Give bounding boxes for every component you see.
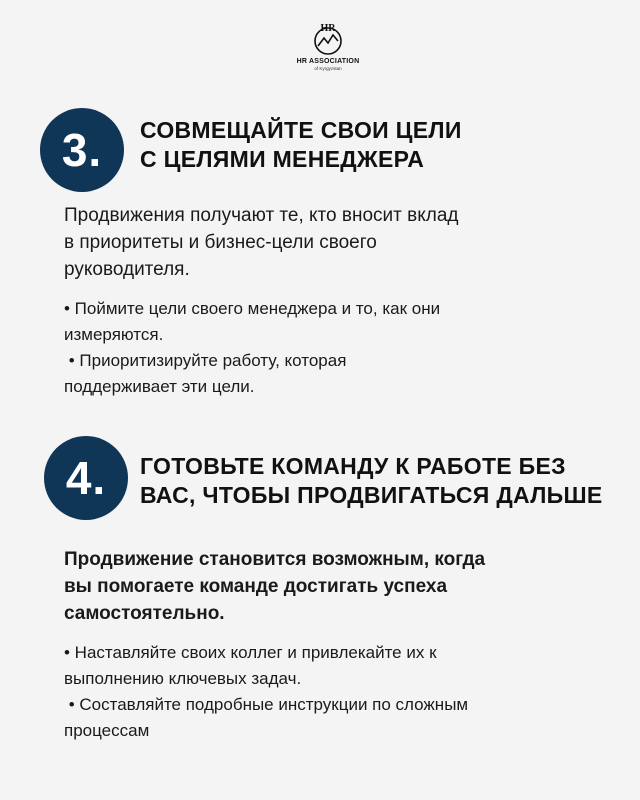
bullet-line: • Составляйте подробные инструкции по сложным (64, 695, 469, 714)
lead-line: вы помогаете команде достигать успеха (64, 576, 448, 597)
logo-title: HR ASSOCIATION (296, 58, 360, 65)
section-lead (64, 202, 564, 283)
section-heading (140, 116, 462, 174)
bullet-line: процессам (64, 721, 150, 740)
logo-emblem-icon (311, 22, 345, 56)
heading-line: С ЦЕЛЯМИ МЕНЕДЖЕРА (140, 146, 425, 172)
lead-line: Продвижение становится возможным, когда (64, 549, 486, 570)
lead-line: руководителя. (64, 259, 190, 280)
lead-line: Продвижения получают те, кто вносит вклад (64, 205, 459, 226)
lead-line: самостоятельно. (64, 603, 225, 624)
bullet-line: • Поймите цели своего менеджера и то, как они (64, 299, 441, 318)
section-lead (64, 546, 564, 627)
bullet-line: • Приоритизируйте работу, которая (64, 351, 347, 370)
bullet-list (64, 296, 584, 400)
number-badge: 4. (44, 436, 128, 520)
bullet-line: поддерживает эти цели. (64, 377, 255, 396)
bullet-line: • Наставляйте своих коллег и привлекайте их к (64, 643, 437, 662)
section-heading (140, 452, 603, 510)
bullet-list (64, 640, 584, 744)
heading-line: ВАС, ЧТОБЫ ПРОДВИГАТЬСЯ ДАЛЬШЕ (140, 482, 603, 508)
lead-line: в приоритеты и бизнес-цели своего (64, 232, 377, 253)
heading-line: СОВМЕЩАЙТЕ СВОИ ЦЕЛИ (140, 117, 462, 143)
number-badge: 3. (40, 108, 124, 192)
bullet-line: измеряются. (64, 325, 164, 344)
logo-mark: HR (320, 23, 336, 34)
hr-association-logo (290, 22, 366, 71)
heading-line: ГОТОВЬТЕ КОМАНДУ К РАБОТЕ БЕЗ (140, 453, 566, 479)
bullet-line: выполнению ключевых задач. (64, 669, 302, 688)
logo-subtitle: of Kyrgyzstan (314, 66, 342, 71)
